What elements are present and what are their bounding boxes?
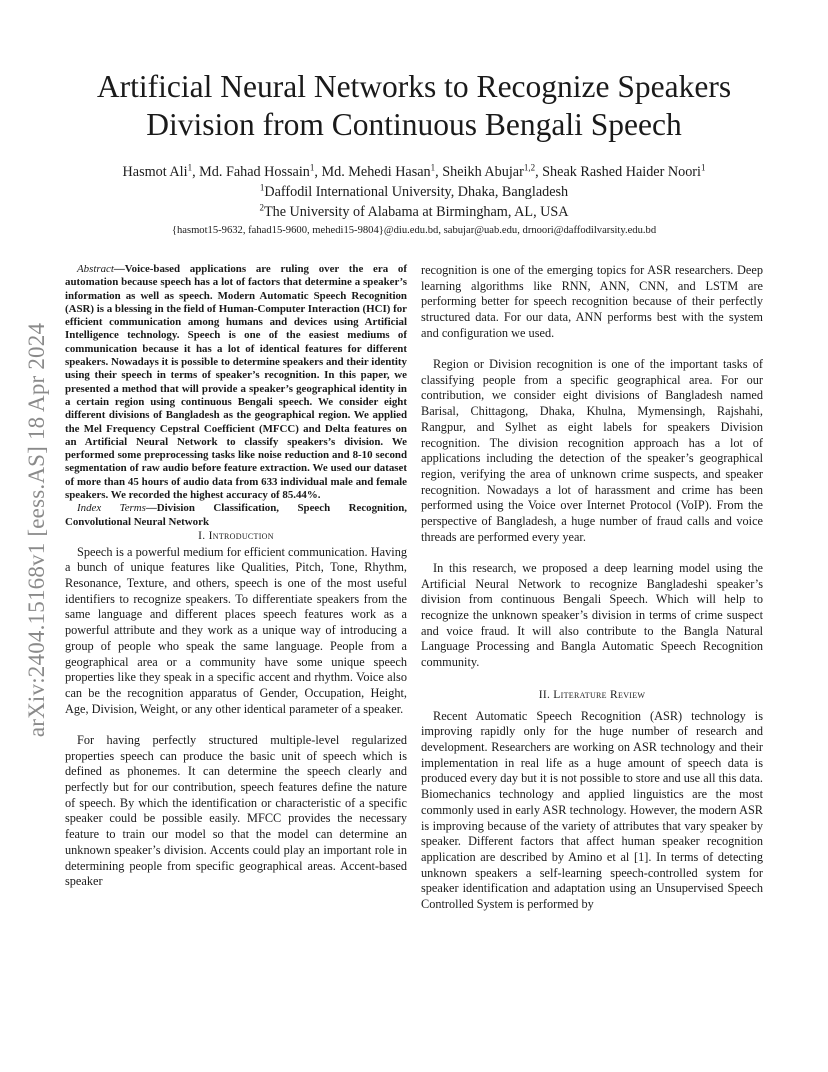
author-list <box>40 162 788 182</box>
index-terms-text: —Division Classification, Speech Recognition, Convolutional Neural Network <box>65 502 408 528</box>
author-emails: {hasmot15-9632, fahad15-9600, mehedi15-9804}@diu.edu.bd, sabujar@uab.edu, drnoori@daffodilvarsity.edu.bd <box>171 225 657 236</box>
intro-paragraph-2: For having perfectly structured multiple-level regularized properties speech can produce the basic unit of speech which is defined as phonemes. It can determine the speech clearly and perfectly but for our contribution, speech features define the nature of speech. By which the identification or characteristic of a specific speaker could be possible easily. MFCC provides the necessary feature to train our model so that the model can determine an unknown speaker’s division. Accents could play an important role in determining people from specific geographical areas. Accent-based speaker <box>65 732 407 889</box>
author-name: , Md. Mehedi Hasan <box>314 164 431 180</box>
intro-paragraph-1: Speech is a powerful medium for efficient communication. Having a bunch of unique features like Qualities, Pitch, Tone, Rhythm, Resonance, Texture, and others, speech is one of the most useful identifiers to recognize speakers. To differentiate speakers from the same language and different places speech features work as a powerful attribute and they work as a unique way of introducing a group of people who speak the same language. People from a geographical area or a community have some unique speech properties like they speak in a specific accent and rhythm. Voice also can be the recognition apparatus of Gender, Occupation, Height, Age, Division, Weight, or any other identical parameter of a speaker. <box>65 544 407 716</box>
section-heading-literature-review: II. Literature Review <box>538 688 646 701</box>
section-heading-introduction: I. Introduction <box>198 529 274 542</box>
intro-paragraph-2-continued: recognition is one of the emerging topics for ASR researchers. Deep learning algorithms like RNN, ANN, CNN, and LSTM are performing better for speech recognition because of their perfectly structured data. For our data, ANN performs best with the system and configuration we used. <box>421 263 763 340</box>
paper-title <box>60 68 768 144</box>
author-name: , Md. Fahad Hossain <box>192 164 310 180</box>
affil-mark: 1,2 <box>523 162 536 173</box>
author-name: Hasmot Ali <box>122 164 188 180</box>
affil-mark: 1 <box>430 162 436 173</box>
affiliation-1-text: Daffodil International University, Dhaka, Bangladesh <box>264 184 569 200</box>
index-terms <box>65 502 407 529</box>
affil-mark: 2 <box>259 202 264 213</box>
abstract <box>65 263 407 502</box>
author-name: , Sheikh Abujar <box>435 164 524 180</box>
literature-paragraph-1: Recent Automatic Speech Recognition (ASR) technology is improving rapidly only for the huge number of research and development. Researchers are working on ASR technology and their implementation in real life as a huge amount of speech data is produced every day but it is not possible to store and use all this data. Biomechanics technology and applied linguistics are the most commonly used in early ASR technology. However, the modern ASR is improving because of the variety of attributes that vary speaker by speaker. Different factors that affect human speaker recognition application are described by Amino et al [1]. In terms of detecting unknown speakers a self-learning speech-controlled system for speaker identification and adaptation using an Unsupervised Speech Controlled System is performed by <box>421 708 763 912</box>
affiliation-2-text: The University of Alabama at Birmingham, AL, USA <box>263 204 569 220</box>
abstract-label: Abstract <box>77 263 114 275</box>
author-name: , Sheak Rashed Haider Noori <box>535 164 701 180</box>
title-line-2: Division from Continuous Bengali Speech <box>146 107 682 142</box>
author-block <box>40 162 788 239</box>
affiliation-2 <box>40 202 788 222</box>
right-column <box>421 263 763 913</box>
index-terms-label: Index Terms <box>77 502 146 515</box>
abstract-text: —Voice-based applications are ruling over the era of automation because speech has a lot of factors that determine a speaker’s information as well as speech. Modern Automatic Speech Recognition (ASR) is a blessing in the field of Human-Computer Interaction (HCI) for efficient communication among humans and devices using Artificial Intelligence technology. Speech is one of the easiest mediums of communication because it has a lot of identical features for different speakers. Nowadays it is possible to determine speakers and their identity using their speech in terms of speaker’s recognition. In this paper, we presented a method that will provide a speaker’s geographical identity in a certain region using continuous Bengali speech. We consider eight different divisions of Bangladesh as the geographical region. We applied the Mel Frequency Cepstral Coefficient (MFCC) and Delta features on an Artificial Neural Network to classify speakers’s division. We performed some preprocessing tasks like noise reduction and 8-10 second segmentation of raw audio before feature extraction. We used our dataset of more than 45 hours of audio data from 633 individual male and female speakers. We recorded the highest accuracy of 85.44%. <box>65 263 407 502</box>
title-line-1: Artificial Neural Networks to Recognize Speakers <box>96 69 732 104</box>
affil-mark: 1 <box>187 162 193 173</box>
arxiv-sidebar-stamp <box>22 280 52 780</box>
intro-paragraph-4: In this research, we proposed a deep learning model using the Artificial Neural Network to recognize Bangladeshi speaker’s division from continuous Bengali Speech. Which will help to recognize the unknown speaker’s division in terms of crime suspect and voice fraud. It will also contribute to the Bangla Natural Language Processing and Bangla Automatic Speech Recognition community. <box>421 560 763 670</box>
affil-mark: 1 <box>700 162 706 173</box>
affiliation-1 <box>40 182 788 202</box>
affil-mark: 1 <box>309 162 315 173</box>
intro-paragraph-3: Region or Division recognition is one of the important tasks of classifying people from a specific geographical area. For our contribution, we consider eight divisions of Bangladesh named Barisal, Chittagong, Dhaka, Khulna, Mymensingh, Rajshahi, Rangpur, and Sylhet as eight labels for speakers Division recognition. The division recognition approach has a lot of applications including the detection of the speaker’s geographical region, verifying the area of unknown crime suspects, and speaker recognition. Nowadays a lot of harassment and crime has been performed using the Voice over Internet Protocol (VoIP). From the perspective of Bangladesh, a huge number of fraud calls and voice threads are performed every year. <box>421 357 763 544</box>
arxiv-id: arXiv:2404.15168v1 [eess.AS] 18 Apr 2024 <box>24 322 50 738</box>
left-column <box>65 263 407 890</box>
affil-mark: 1 <box>259 182 265 193</box>
